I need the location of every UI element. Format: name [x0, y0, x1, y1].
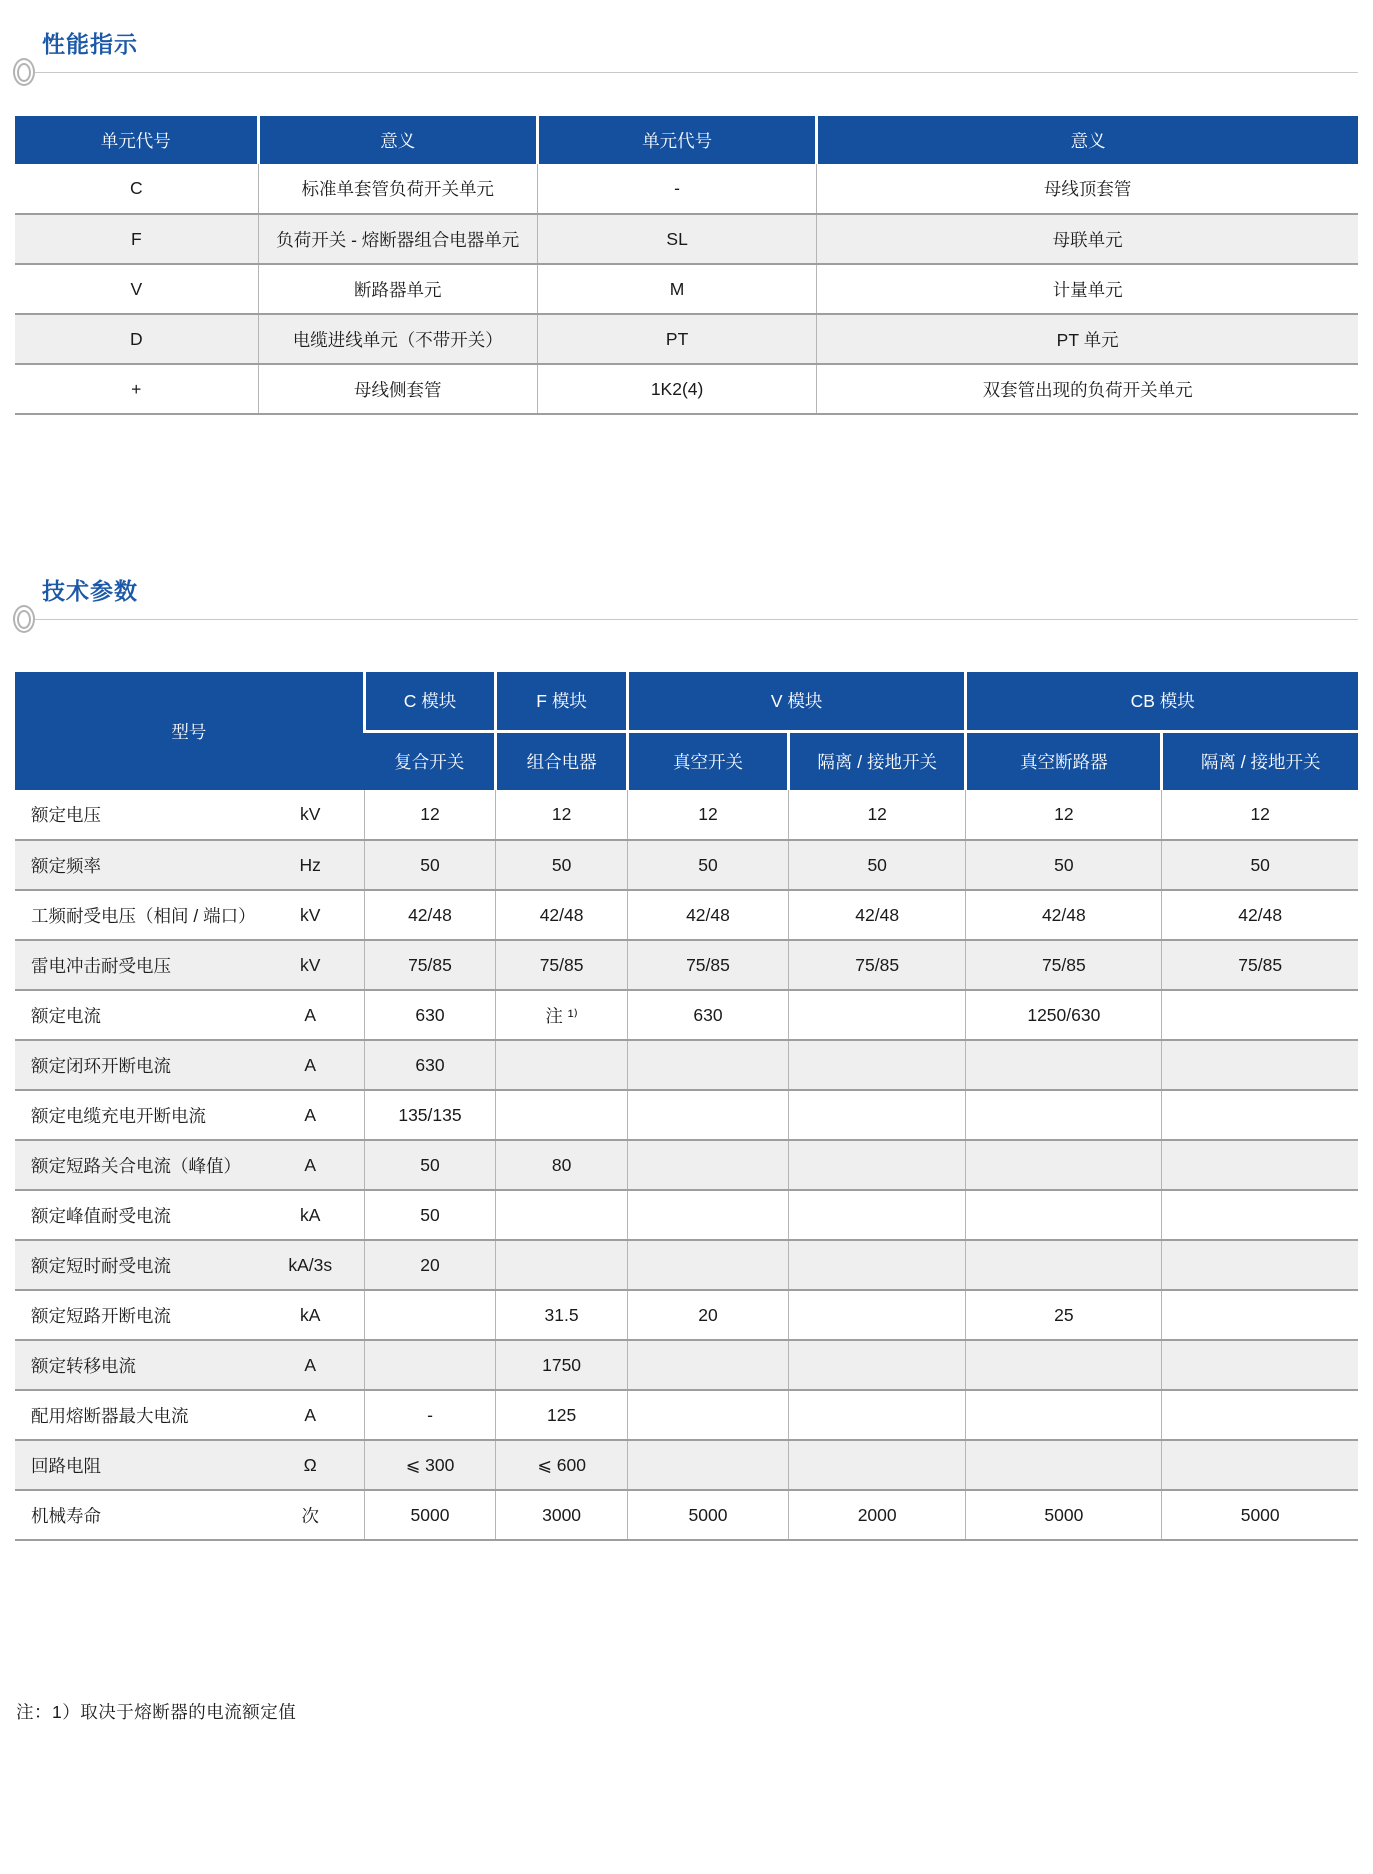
parameter-unit-cell: A: [304, 1404, 317, 1425]
table-row: [15, 790, 1358, 840]
value-cell-cb-vacuum-breaker: 1250/630: [966, 990, 1162, 1040]
parameter-name-cell: 机械寿命: [31, 1505, 101, 1526]
meaning-cell: 计量单元: [817, 264, 1358, 314]
parameter-unit-cell: kA/3s: [288, 1254, 333, 1275]
value-cell-f-module: 50: [496, 840, 628, 890]
value-cell-f-module: [496, 1240, 628, 1290]
value-cell-cb-vacuum-breaker: 25: [966, 1290, 1162, 1340]
value-cell-v-isolation-switch: [789, 1390, 966, 1440]
table-row: [15, 990, 1358, 1040]
value-cell-cb-isolation-switch: [1162, 1390, 1358, 1440]
value-cell-cb-vacuum-breaker: [966, 1340, 1162, 1390]
table-row: [15, 164, 1358, 214]
value-cell-f-module: 80: [496, 1140, 628, 1190]
value-cell-f-module: [496, 1040, 628, 1090]
meaning-cell: 断路器单元: [258, 264, 537, 314]
value-cell-v-vacuum-switch: 20: [627, 1290, 788, 1340]
section-divider: [0, 602, 1373, 636]
value-cell-cb-isolation-switch: [1162, 1240, 1358, 1290]
value-cell-c-module: 50: [364, 1190, 496, 1240]
value-cell-v-vacuum-switch: [627, 1090, 788, 1140]
group-header-f-module: F 模块: [496, 672, 628, 731]
value-cell-v-isolation-switch: [789, 990, 966, 1040]
parameter-unit-cell: 次: [301, 1505, 319, 1526]
value-cell-c-module: 135/135: [364, 1090, 496, 1140]
value-cell-v-vacuum-switch: [627, 1190, 788, 1240]
parameter-name-cell: 额定短路关合电流（峰值）: [31, 1155, 241, 1176]
value-cell-v-isolation-switch: [789, 1090, 966, 1140]
sub-header-isolation-earthing-switch: 隔离 / 接地开关: [1162, 731, 1358, 790]
unit-code-cell: D: [129, 328, 143, 349]
value-cell-v-isolation-switch: [789, 1340, 966, 1390]
value-cell-v-vacuum-switch: 42/48: [627, 890, 788, 940]
parameter-unit-cell: kV: [299, 954, 321, 975]
value-cell-c-module: -: [364, 1390, 496, 1440]
divider-line: [35, 619, 1358, 620]
parameter-unit-cell: A: [304, 1154, 317, 1175]
table-row: [15, 1090, 1358, 1140]
value-cell-f-module: [496, 1190, 628, 1240]
value-cell-v-isolation-switch: [789, 1190, 966, 1240]
table-row: [15, 214, 1358, 264]
value-cell-v-vacuum-switch: 12: [627, 790, 788, 840]
value-cell-v-isolation-switch: [789, 1440, 966, 1490]
value-cell-cb-isolation-switch: [1162, 990, 1358, 1040]
parameter-name-cell: 额定转移电流: [31, 1355, 136, 1376]
technical-parameters-table-header: [15, 672, 1358, 790]
table-row: [15, 1040, 1358, 1090]
value-cell-v-vacuum-switch: 75/85: [627, 940, 788, 990]
value-cell-cb-isolation-switch: [1162, 1340, 1358, 1390]
parameter-name-cell: 额定频率: [31, 855, 101, 876]
unit-code-cell: V: [130, 278, 143, 299]
parameter-name-cell: 雷电冲击耐受电压: [31, 955, 171, 976]
unit-code-cell: +: [131, 378, 142, 399]
value-cell-c-module: ⩽ 300: [364, 1440, 496, 1490]
value-cell-f-module: 12: [496, 790, 628, 840]
meaning-cell: 母线侧套管: [258, 364, 537, 414]
table-row: [15, 1290, 1358, 1340]
divider-line: [35, 72, 1358, 73]
value-cell-cb-isolation-switch: 75/85: [1162, 940, 1358, 990]
value-cell-c-module: 5000: [364, 1490, 496, 1540]
unit-code-cell: -: [537, 164, 816, 214]
group-header-cb-module: CB 模块: [966, 672, 1358, 731]
value-cell-c-module: 12: [364, 790, 496, 840]
table-row: [15, 1240, 1358, 1290]
meaning-cell: 负荷开关 - 熔断器组合电器单元: [258, 214, 537, 264]
technical-parameters-table: [15, 672, 1358, 1541]
ring-ornament-icon: [13, 605, 35, 633]
section-title: 技术参数: [42, 578, 138, 604]
value-cell-cb-isolation-switch: 50: [1162, 840, 1358, 890]
value-cell-v-vacuum-switch: [627, 1140, 788, 1190]
value-cell-cb-vacuum-breaker: [966, 1140, 1162, 1190]
section-technical-parameters: [0, 573, 1373, 636]
value-cell-c-module: 630: [364, 990, 496, 1040]
sub-header-isolation-earthing-switch: 隔离 / 接地开关: [789, 731, 966, 790]
parameter-unit-cell: kV: [299, 904, 321, 925]
value-cell-v-isolation-switch: [789, 1240, 966, 1290]
parameter-unit-cell: A: [304, 1354, 317, 1375]
sub-header-vacuum-switch: 真空开关: [627, 731, 788, 790]
value-cell-f-module: 125: [496, 1390, 628, 1440]
technical-parameters-table-body: [15, 790, 1358, 1540]
value-cell-cb-isolation-switch: 42/48: [1162, 890, 1358, 940]
value-cell-f-module: 注 ¹⁾: [496, 990, 628, 1040]
value-cell-cb-vacuum-breaker: [966, 1040, 1162, 1090]
table-row: [15, 1190, 1358, 1240]
column-header-meaning: 意义: [817, 116, 1358, 164]
value-cell-cb-vacuum-breaker: 75/85: [966, 940, 1162, 990]
value-cell-v-isolation-switch: 2000: [789, 1490, 966, 1540]
unit-code-cell: PT: [537, 314, 816, 364]
section-divider: [0, 55, 1373, 89]
table-row: [15, 1390, 1358, 1440]
value-cell-v-vacuum-switch: 50: [627, 840, 788, 890]
table-row: [15, 1490, 1358, 1540]
section-title: 性能指示: [42, 31, 138, 57]
value-cell-f-module: 42/48: [496, 890, 628, 940]
value-cell-cb-isolation-switch: [1162, 1440, 1358, 1490]
table-row: [15, 940, 1358, 990]
unit-code-cell: SL: [537, 214, 816, 264]
sub-header-vacuum-circuit-breaker: 真空断路器: [966, 731, 1162, 790]
table-row: [15, 1140, 1358, 1190]
parameter-unit-cell: A: [304, 1104, 317, 1125]
parameter-name-cell: 额定电流: [31, 1005, 101, 1026]
parameter-unit-cell: A: [304, 1054, 317, 1075]
column-header-meaning: 意义: [258, 116, 537, 164]
value-cell-cb-isolation-switch: [1162, 1140, 1358, 1190]
value-cell-cb-isolation-switch: [1162, 1040, 1358, 1090]
table-row: [15, 1340, 1358, 1390]
parameter-unit-cell: A: [304, 1004, 317, 1025]
value-cell-v-vacuum-switch: [627, 1340, 788, 1390]
value-cell-cb-isolation-switch: 12: [1162, 790, 1358, 840]
column-header-unit-code: 单元代号: [15, 116, 258, 164]
parameter-name-cell: 配用熔断器最大电流: [31, 1405, 189, 1426]
value-cell-cb-isolation-switch: 5000: [1162, 1490, 1358, 1540]
unit-codes-table: [15, 116, 1358, 415]
meaning-cell: 标准单套管负荷开关单元: [258, 164, 537, 214]
table-row: [15, 364, 1358, 414]
value-cell-f-module: ⩽ 600: [496, 1440, 628, 1490]
group-header-v-module: V 模块: [627, 672, 965, 731]
value-cell-f-module: 75/85: [496, 940, 628, 990]
value-cell-cb-isolation-switch: [1162, 1190, 1358, 1240]
group-header-c-module: C 模块: [364, 672, 496, 731]
value-cell-cb-isolation-switch: [1162, 1090, 1358, 1140]
column-header-model: 型号: [15, 672, 364, 790]
value-cell-v-isolation-switch: 12: [789, 790, 966, 840]
meaning-cell: 母线顶套管: [817, 164, 1358, 214]
value-cell-v-vacuum-switch: 630: [627, 990, 788, 1040]
sub-header-combination-apparatus: 组合电器: [496, 731, 628, 790]
parameter-name-cell: 工频耐受电压（相间 / 端口）: [31, 905, 256, 926]
parameter-name-cell: 额定峰值耐受电流: [31, 1205, 171, 1226]
value-cell-cb-vacuum-breaker: [966, 1240, 1162, 1290]
value-cell-v-vacuum-switch: [627, 1390, 788, 1440]
value-cell-v-vacuum-switch: 5000: [627, 1490, 788, 1540]
value-cell-cb-vacuum-breaker: 42/48: [966, 890, 1162, 940]
header-row: [15, 116, 1358, 164]
value-cell-f-module: 3000: [496, 1490, 628, 1540]
meaning-cell: 母联单元: [817, 214, 1358, 264]
meaning-cell: 电缆进线单元（不带开关）: [258, 314, 537, 364]
unit-code-cell: F: [130, 228, 142, 249]
value-cell-v-isolation-switch: 75/85: [789, 940, 966, 990]
value-cell-c-module: 630: [364, 1040, 496, 1090]
table-row: [15, 264, 1358, 314]
unit-codes-table-body: [15, 164, 1358, 414]
unit-code-cell: C: [129, 178, 143, 198]
column-header-unit-code: 单元代号: [537, 116, 816, 164]
section-performance-indication: [0, 26, 1373, 89]
sub-header-composite-switch: 复合开关: [364, 731, 496, 790]
unit-code-cell: M: [537, 264, 816, 314]
table-row: [15, 890, 1358, 940]
parameter-unit-cell: Hz: [299, 854, 321, 875]
value-cell-cb-vacuum-breaker: [966, 1390, 1162, 1440]
parameter-name-cell: 额定电压: [31, 805, 101, 825]
value-cell-v-vacuum-switch: [627, 1240, 788, 1290]
value-cell-f-module: 1750: [496, 1340, 628, 1390]
parameter-name-cell: 额定短时耐受电流: [31, 1255, 171, 1276]
value-cell-c-module: [364, 1340, 496, 1390]
value-cell-c-module: 20: [364, 1240, 496, 1290]
parameter-name-cell: 额定电缆充电开断电流: [31, 1105, 206, 1126]
value-cell-f-module: 31.5: [496, 1290, 628, 1340]
value-cell-cb-isolation-switch: [1162, 1290, 1358, 1340]
parameter-unit-cell: Ω: [303, 1454, 317, 1475]
value-cell-v-vacuum-switch: [627, 1440, 788, 1490]
unit-codes-table-header: [15, 116, 1358, 164]
value-cell-cb-vacuum-breaker: [966, 1440, 1162, 1490]
table-row: [15, 1440, 1358, 1490]
value-cell-v-isolation-switch: [789, 1290, 966, 1340]
value-cell-cb-vacuum-breaker: 50: [966, 840, 1162, 890]
header-row-modules: [15, 672, 1358, 731]
meaning-cell: 双套管出现的负荷开关单元: [817, 364, 1358, 414]
parameter-name-cell: 额定闭环开断电流: [31, 1055, 171, 1076]
meaning-cell: PT 单元: [817, 314, 1358, 364]
ring-ornament-icon: [13, 58, 35, 86]
parameter-name-cell: 回路电阻: [31, 1455, 101, 1476]
value-cell-c-module: [364, 1290, 496, 1340]
value-cell-c-module: 75/85: [364, 940, 496, 990]
value-cell-c-module: 42/48: [364, 890, 496, 940]
value-cell-cb-vacuum-breaker: [966, 1190, 1162, 1240]
value-cell-v-isolation-switch: [789, 1140, 966, 1190]
value-cell-cb-vacuum-breaker: 12: [966, 790, 1162, 840]
table-row: [15, 314, 1358, 364]
footnote: 注：1）取决于熔断器的电流额定值: [16, 1702, 297, 1722]
parameter-name-cell: 额定短路开断电流: [31, 1305, 171, 1326]
unit-code-cell: 1K2(4): [537, 364, 816, 414]
value-cell-f-module: [496, 1090, 628, 1140]
value-cell-v-isolation-switch: 50: [789, 840, 966, 890]
parameter-unit-cell: kA: [299, 1304, 321, 1325]
value-cell-c-module: 50: [364, 840, 496, 890]
table-row: [15, 840, 1358, 890]
parameter-unit-cell: kA: [299, 1204, 321, 1225]
parameter-unit-cell: kV: [299, 804, 321, 824]
value-cell-v-isolation-switch: 42/48: [789, 890, 966, 940]
value-cell-c-module: 50: [364, 1140, 496, 1190]
value-cell-cb-vacuum-breaker: [966, 1090, 1162, 1140]
value-cell-v-isolation-switch: [789, 1040, 966, 1090]
value-cell-v-vacuum-switch: [627, 1040, 788, 1090]
value-cell-cb-vacuum-breaker: 5000: [966, 1490, 1162, 1540]
